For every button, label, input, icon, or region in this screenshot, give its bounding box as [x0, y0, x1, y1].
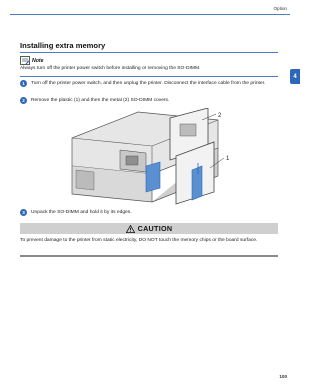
- caution-banner: [20, 223, 278, 234]
- step-number-badge: 1: [20, 80, 27, 87]
- page-title: Installing extra memory: [20, 41, 106, 50]
- note-text: Always turn off the printer power switch before installing or removing the SO-DIMM.: [20, 66, 201, 71]
- warning-icon: [126, 225, 135, 233]
- note-rule: [20, 76, 278, 77]
- chapter-tab: 4: [290, 69, 300, 84]
- note-icon: [20, 56, 30, 65]
- callout-2: 2: [218, 113, 222, 119]
- step-number-badge: 2: [20, 97, 27, 104]
- step-text: Turn off the printer power switch, and then unplug the printer. Disconnect the interface cable from the printer.: [31, 81, 266, 86]
- callout-1: 1: [226, 156, 230, 162]
- step-number-badge: 3: [20, 209, 27, 216]
- note-label: Note: [32, 58, 44, 64]
- page-number: 100: [279, 374, 287, 379]
- title-rule: [20, 52, 278, 53]
- printer-illustration: [68, 108, 238, 206]
- caution-rule: [20, 255, 278, 257]
- header-rule: [10, 14, 290, 15]
- caution-label: CAUTION: [137, 224, 173, 233]
- caution-text: To prevent damage to the printer from static electricity, DO NOT touch the memory chips or the board surface.: [20, 238, 258, 243]
- step-text: Remove the plastic (1) and then the metal (2) SO-DIMM covers.: [31, 98, 170, 103]
- header-section-title: Option: [273, 6, 287, 11]
- step-text: Unpack the SO-DIMM and hold it by its edges.: [31, 210, 132, 215]
